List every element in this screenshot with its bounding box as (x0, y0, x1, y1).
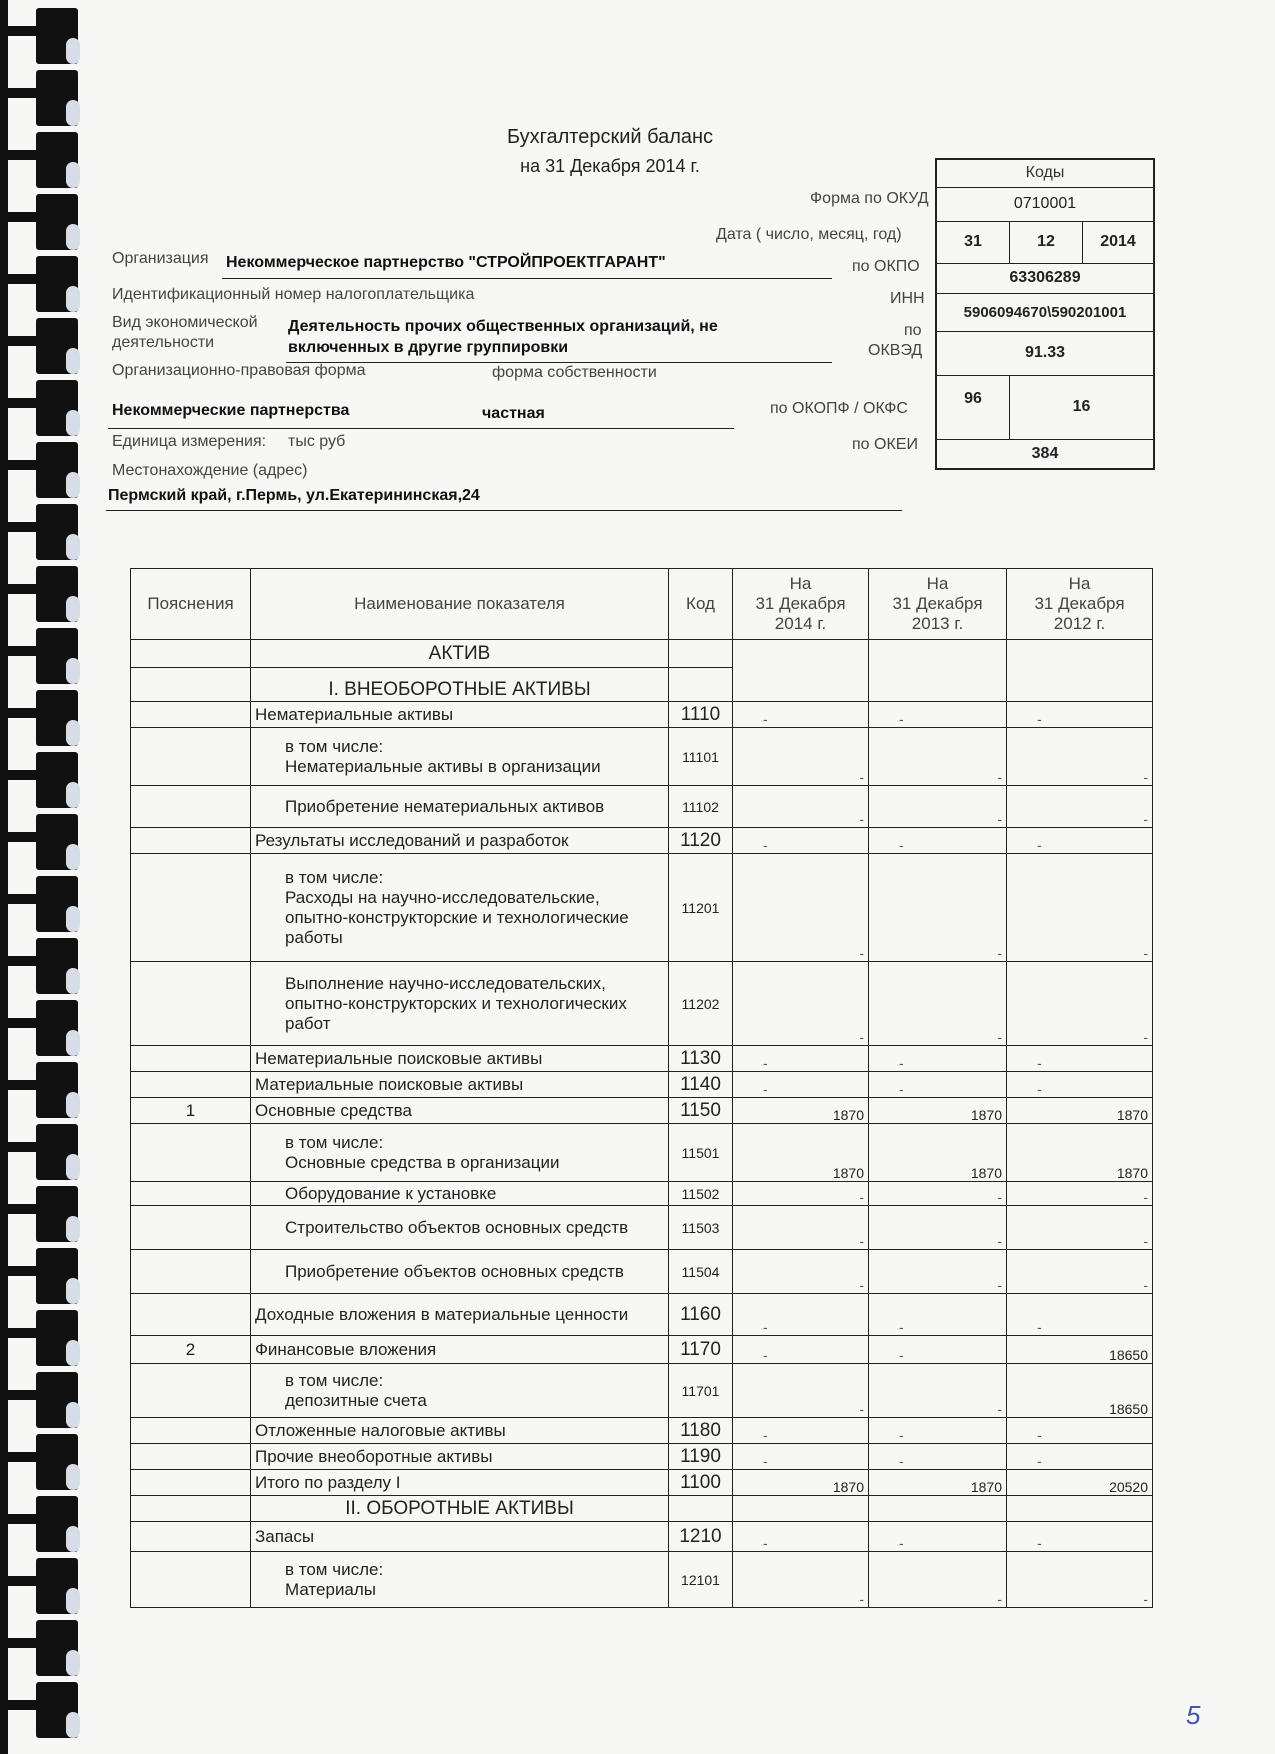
table-row (131, 786, 1153, 828)
row-value-2012: - (1007, 728, 1153, 786)
codes-header: Коды (936, 159, 1154, 187)
row-note (131, 962, 251, 1046)
ownership-value: частная (482, 405, 545, 422)
row-value-2014: - (733, 1182, 869, 1206)
table-row (131, 1522, 1153, 1552)
date-day: 31 (936, 221, 1010, 263)
row-value-2012: - (1007, 1046, 1153, 1072)
row-value-2012: - (1007, 828, 1153, 854)
row-name: Запасы (251, 1522, 669, 1552)
balance-table (130, 568, 1153, 1608)
row-note (131, 1364, 251, 1418)
row-code: 1150 (669, 1098, 733, 1124)
table-row (131, 1182, 1153, 1206)
okei-label: по ОКЕИ (852, 436, 918, 453)
row-value-2013: - (869, 1046, 1007, 1072)
row-value-2012: - (1007, 1418, 1153, 1444)
row-value-2013: - (869, 962, 1007, 1046)
okved-code: 91.33 (936, 331, 1154, 375)
row-value-2013: - (869, 1072, 1007, 1098)
row-code: 12101 (669, 1552, 733, 1608)
row-value-2013: - (869, 728, 1007, 786)
document-subtitle: на 31 Декабря 2014 г. (520, 156, 700, 176)
row-value-2012: 18650 (1007, 1364, 1153, 1418)
codes-box (935, 158, 1155, 470)
row-value-2014: - (733, 962, 869, 1046)
row-value-2012: 20520 (1007, 1470, 1153, 1496)
row-name: в том числе: Материалы (251, 1552, 669, 1608)
row-name: Отложенные налоговые активы (251, 1418, 669, 1444)
row-value-2014: - (733, 1294, 869, 1336)
row-name: Оборудование к установке (251, 1182, 669, 1206)
col-2012: На 31 Декабря 2012 г. (1007, 569, 1153, 640)
table-row (131, 1124, 1153, 1182)
table-row (131, 1336, 1153, 1364)
row-code: 11102 (669, 786, 733, 828)
row-value-2013: - (869, 786, 1007, 828)
row-value-2013: - (869, 1294, 1007, 1336)
section-2-heading: II. ОБОРОТНЫЕ АКТИВЫ (251, 1496, 669, 1522)
row-note: 1 (131, 1098, 251, 1124)
row-value-2013: - (869, 1206, 1007, 1250)
row-note (131, 786, 251, 828)
row-note (131, 1046, 251, 1072)
row-value-2014: - (733, 828, 869, 854)
row-name: в том числе: Расходы на научно-исследовательские, опытно-конструкторские и технологические работы (251, 854, 669, 962)
row-value-2013: - (869, 1444, 1007, 1470)
col-code: Код (669, 569, 733, 640)
row-note (131, 1418, 251, 1444)
table-row (131, 1444, 1153, 1470)
row-value-2013: - (869, 702, 1007, 728)
okud-code: 0710001 (936, 187, 1154, 221)
document-title: Бухгалтерский баланс (506, 126, 714, 148)
row-value-2012: - (1007, 1294, 1153, 1336)
row-code: 1160 (669, 1294, 733, 1336)
row-name: Итого по разделу I (251, 1470, 669, 1496)
section-1-heading: I. ВНЕОБОРОТНЫЕ АКТИВЫ (251, 668, 669, 702)
inn-code: 5906094670\590201001 (936, 293, 1154, 331)
table-row (131, 1250, 1153, 1294)
row-value-2013: 1870 (869, 1124, 1007, 1182)
row-note (131, 854, 251, 962)
row-note (131, 1294, 251, 1336)
row-value-2014: - (733, 1522, 869, 1552)
row-value-2012: - (1007, 1182, 1153, 1206)
row-code: 1170 (669, 1336, 733, 1364)
row-name: Результаты исследований и разработок (251, 828, 669, 854)
table-row (131, 702, 1153, 728)
activity-value-2: включенных в другие группировки (288, 339, 569, 356)
okved-label-1: по (904, 322, 922, 339)
okpo-code: 63306289 (936, 263, 1154, 293)
table-row (131, 962, 1153, 1046)
row-note (131, 1124, 251, 1182)
row-value-2012: - (1007, 1206, 1153, 1250)
row-code: 1180 (669, 1418, 733, 1444)
date-year: 2014 (1083, 221, 1155, 263)
row-value-2013: - (869, 828, 1007, 854)
row-value-2014: 1870 (733, 1098, 869, 1124)
row-value-2012: 1870 (1007, 1098, 1153, 1124)
row-value-2014: - (733, 1336, 869, 1364)
table-row (131, 1294, 1153, 1336)
col-notes: Пояснения (131, 569, 251, 640)
row-value-2014: - (733, 1072, 869, 1098)
org-value: Некоммерческое партнерство "СТРОЙПРОЕКТГАРАНТ" (226, 254, 666, 271)
row-note (131, 1206, 251, 1250)
row-value-2013: - (869, 1250, 1007, 1294)
row-name: в том числе: Нематериальные активы в организации (251, 728, 669, 786)
page-number: 5 (1186, 1700, 1201, 1730)
legal-form-label: Организационно-правовая форма (112, 362, 366, 379)
row-code: 11504 (669, 1250, 733, 1294)
row-value-2014: - (733, 728, 869, 786)
row-name: Основные средства (251, 1098, 669, 1124)
row-code: 11502 (669, 1182, 733, 1206)
inn-code-label: ИНН (890, 290, 925, 307)
row-name: Прочие внеоборотные активы (251, 1444, 669, 1470)
table-row (131, 1364, 1153, 1418)
row-value-2014: - (733, 1418, 869, 1444)
row-value-2013: - (869, 1182, 1007, 1206)
row-code: 11101 (669, 728, 733, 786)
row-code: 1210 (669, 1522, 733, 1552)
row-code: 1100 (669, 1470, 733, 1496)
row-code: 11503 (669, 1206, 733, 1250)
row-name: Приобретение объектов основных средств (251, 1250, 669, 1294)
row-value-2014: - (733, 1206, 869, 1250)
table-row (131, 828, 1153, 854)
row-note (131, 1444, 251, 1470)
okpo-label: по ОКПО (852, 258, 920, 275)
table-row (131, 854, 1153, 962)
org-label: Организация (112, 250, 209, 267)
row-value-2014: - (733, 1444, 869, 1470)
date-month: 12 (1010, 221, 1083, 263)
okved-label-2: ОКВЭД (868, 342, 923, 359)
row-value-2014: - (733, 1552, 869, 1608)
address-value: Пермский край, г.Пермь, ул.Екатерининская,24 (108, 487, 480, 504)
row-value-2012: - (1007, 1072, 1153, 1098)
row-code: 11202 (669, 962, 733, 1046)
okei-code: 384 (936, 439, 1154, 469)
row-code: 1140 (669, 1072, 733, 1098)
table-row (131, 1418, 1153, 1444)
inn-label: Идентификационный номер налогоплательщика (112, 286, 475, 303)
row-name: Материальные поисковые активы (251, 1072, 669, 1098)
row-value-2014: - (733, 1046, 869, 1072)
row-name: в том числе: депозитные счета (251, 1364, 669, 1418)
row-name: Нематериальные активы (251, 702, 669, 728)
row-value-2013: 1870 (869, 1470, 1007, 1496)
table-row (131, 1098, 1153, 1124)
row-note (131, 1250, 251, 1294)
row-name: Строительство объектов основных средств (251, 1206, 669, 1250)
row-note (131, 728, 251, 786)
row-note (131, 828, 251, 854)
row-note (131, 1470, 251, 1496)
spiral-binding (0, 0, 90, 1754)
col-2013: На 31 Декабря 2013 г. (869, 569, 1007, 640)
row-value-2012: - (1007, 786, 1153, 828)
row-value-2012: - (1007, 1250, 1153, 1294)
row-code: 11501 (669, 1124, 733, 1182)
row-value-2012: - (1007, 702, 1153, 728)
row-value-2012: - (1007, 1522, 1153, 1552)
row-value-2012: 18650 (1007, 1336, 1153, 1364)
row-note: 2 (131, 1336, 251, 1364)
row-note (131, 702, 251, 728)
table-row (131, 728, 1153, 786)
okfs-code: 16 (1010, 375, 1155, 439)
row-note (131, 1072, 251, 1098)
row-value-2013: - (869, 1418, 1007, 1444)
row-code: 11201 (669, 854, 733, 962)
okud-label: Форма по ОКУД (810, 190, 929, 207)
row-value-2012: - (1007, 1444, 1153, 1470)
row-value-2013: - (869, 1552, 1007, 1608)
row-value-2014: 1870 (733, 1124, 869, 1182)
row-value-2013: - (869, 854, 1007, 962)
aktiv-heading: АКТИВ (251, 640, 669, 668)
col-2014: На 31 Декабря 2014 г. (733, 569, 869, 640)
table-row (131, 1072, 1153, 1098)
unit-value: тыс руб (288, 433, 346, 450)
row-code: 11701 (669, 1364, 733, 1418)
table-row (131, 1470, 1153, 1496)
row-value-2013: - (869, 1336, 1007, 1364)
row-value-2014: - (733, 854, 869, 962)
row-name: Финансовые вложения (251, 1336, 669, 1364)
row-value-2014: - (733, 786, 869, 828)
activity-value-1: Деятельность прочих общественных организаций, не (288, 318, 718, 335)
ownership-label: форма собственности (492, 364, 657, 381)
col-name: Наименование показателя (251, 569, 669, 640)
table-row (131, 1552, 1153, 1608)
okopf-label: по ОКОПФ / ОКФС (770, 400, 908, 417)
row-value-2014: - (733, 1364, 869, 1418)
row-code: 1120 (669, 828, 733, 854)
unit-label: Единица измерения: (112, 433, 267, 450)
table-row (131, 1046, 1153, 1072)
row-value-2012: - (1007, 962, 1153, 1046)
row-code: 1130 (669, 1046, 733, 1072)
row-code: 1190 (669, 1444, 733, 1470)
row-value-2014: 1870 (733, 1470, 869, 1496)
okopf-code: 96 (936, 375, 1010, 439)
row-code: 1110 (669, 702, 733, 728)
activity-label-1: Вид экономической (112, 314, 258, 331)
row-value-2013: 1870 (869, 1098, 1007, 1124)
row-name: Нематериальные поисковые активы (251, 1046, 669, 1072)
date-label: Дата ( число, месяц, год) (716, 226, 902, 243)
table-row (131, 1206, 1153, 1250)
legal-form-value: Некоммерческие партнерства (112, 402, 350, 419)
row-name: Доходные вложения в материальные ценности (251, 1294, 669, 1336)
row-value-2012: - (1007, 1552, 1153, 1608)
row-value-2013: - (869, 1522, 1007, 1552)
row-note (131, 1522, 251, 1552)
row-name: в том числе: Основные средства в организации (251, 1124, 669, 1182)
row-value-2013: - (869, 1364, 1007, 1418)
row-note (131, 1552, 251, 1608)
activity-label-2: деятельности (112, 334, 215, 351)
row-name: Выполнение научно-исследовательских, опытно-конструкторских и технологических работ (251, 962, 669, 1046)
row-name: Приобретение нематериальных активов (251, 786, 669, 828)
row-value-2012: 1870 (1007, 1124, 1153, 1182)
address-label: Местонахождение (адрес) (112, 462, 308, 479)
row-value-2012: - (1007, 854, 1153, 962)
row-value-2014: - (733, 1250, 869, 1294)
row-value-2014: - (733, 702, 869, 728)
row-note (131, 1182, 251, 1206)
